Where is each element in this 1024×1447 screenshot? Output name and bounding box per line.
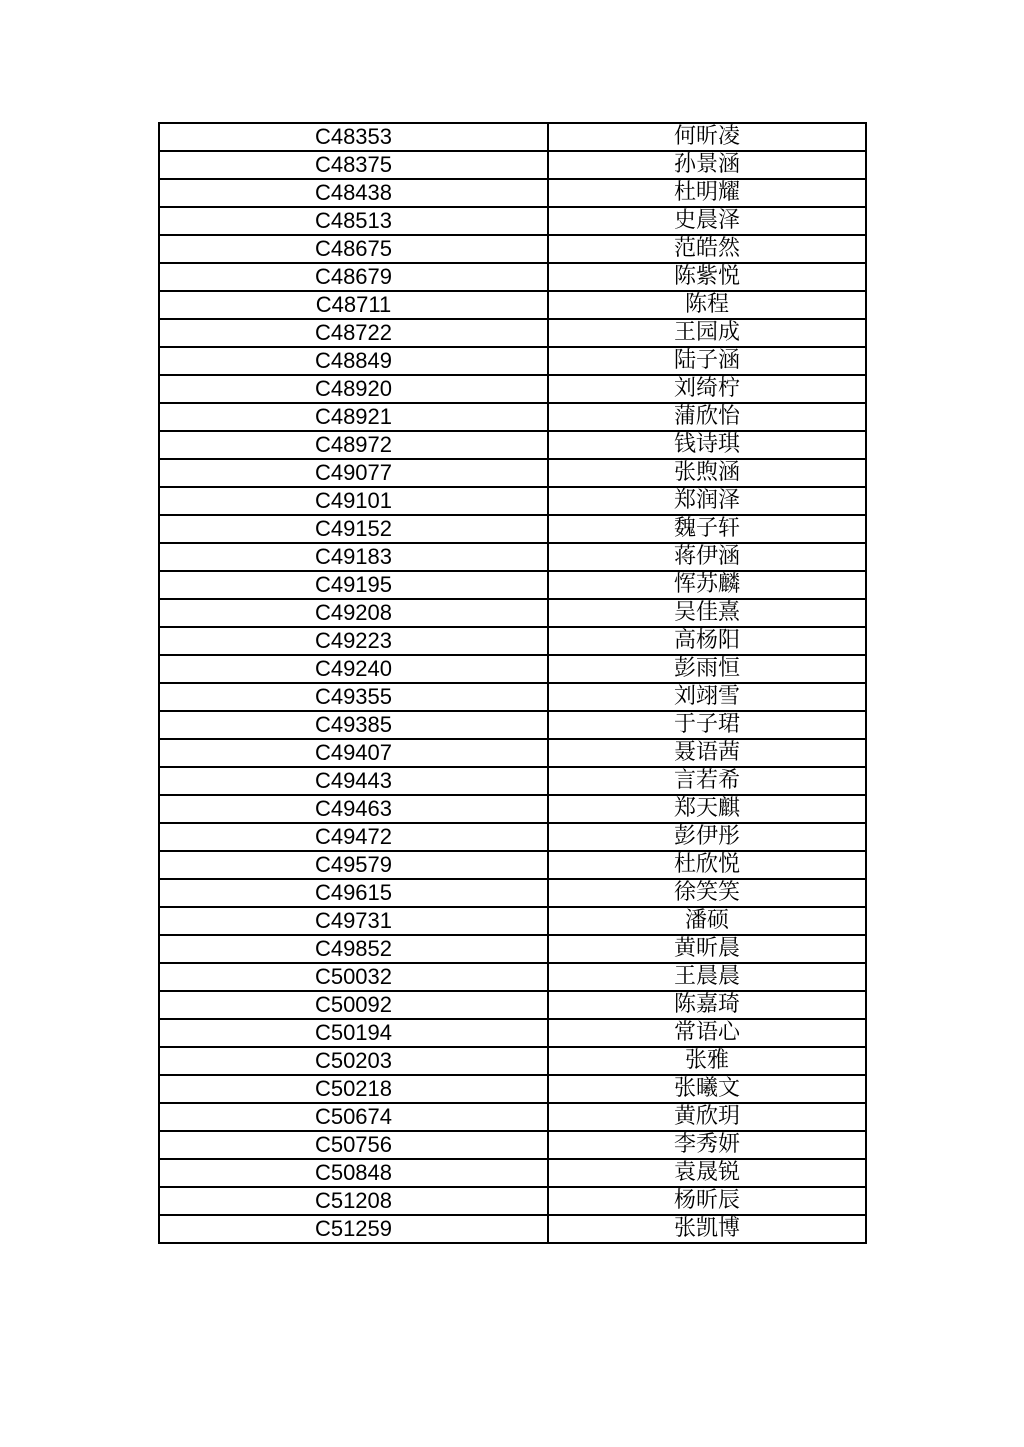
roster-body: [159, 123, 866, 1243]
table-row: [159, 151, 866, 179]
roster-table: [158, 122, 867, 1244]
table-row: [159, 431, 866, 459]
table-row: [159, 515, 866, 543]
student-id-cell: C49463: [159, 795, 548, 823]
student-id-cell: C48353: [159, 123, 548, 151]
student-id-cell: C48849: [159, 347, 548, 375]
student-id-cell: C50218: [159, 1075, 548, 1103]
student-name-cell: 徐笑笑: [548, 879, 866, 907]
student-id-cell: C49183: [159, 543, 548, 571]
table-row: [159, 683, 866, 711]
student-id-cell: C49223: [159, 627, 548, 655]
student-name-cell: 于子珺: [548, 711, 866, 739]
student-name-cell: 钱诗琪: [548, 431, 866, 459]
table-row: [159, 403, 866, 431]
student-id-cell: C50092: [159, 991, 548, 1019]
student-id-cell: C49852: [159, 935, 548, 963]
table-row: [159, 319, 866, 347]
table-row: [159, 459, 866, 487]
student-id-cell: C49407: [159, 739, 548, 767]
table-row: [159, 207, 866, 235]
student-name-cell: 张曦文: [548, 1075, 866, 1103]
student-id-cell: C51259: [159, 1215, 548, 1243]
student-id-cell: C50848: [159, 1159, 548, 1187]
student-name-cell: 常语心: [548, 1019, 866, 1047]
student-id-cell: C49472: [159, 823, 548, 851]
table-row: [159, 1103, 866, 1131]
table-row: [159, 907, 866, 935]
student-name-cell: 黄昕晨: [548, 935, 866, 963]
table-row: [159, 1075, 866, 1103]
student-id-cell: C49208: [159, 599, 548, 627]
student-name-cell: 言若希: [548, 767, 866, 795]
student-name-cell: 吴佳熹: [548, 599, 866, 627]
student-name-cell: 张凯博: [548, 1215, 866, 1243]
student-name-cell: 陆子涵: [548, 347, 866, 375]
student-name-cell: 彭伊彤: [548, 823, 866, 851]
student-name-cell: 何昕凌: [548, 123, 866, 151]
table-row: [159, 879, 866, 907]
table-row: [159, 123, 866, 151]
student-name-cell: 郑润泽: [548, 487, 866, 515]
student-name-cell: 刘绮柠: [548, 375, 866, 403]
table-row: [159, 1131, 866, 1159]
table-row: [159, 963, 866, 991]
table-row: [159, 543, 866, 571]
student-id-cell: C50674: [159, 1103, 548, 1131]
student-id-cell: C49195: [159, 571, 548, 599]
student-name-cell: 王晨晨: [548, 963, 866, 991]
student-id-cell: C49240: [159, 655, 548, 683]
table-row: [159, 1159, 866, 1187]
table-row: [159, 1019, 866, 1047]
table-row: [159, 991, 866, 1019]
table-row: [159, 263, 866, 291]
student-name-cell: 杜欣悦: [548, 851, 866, 879]
student-name-cell: 魏子轩: [548, 515, 866, 543]
student-id-cell: C48722: [159, 319, 548, 347]
student-name-cell: 杜明耀: [548, 179, 866, 207]
student-id-cell: C49731: [159, 907, 548, 935]
student-id-cell: C48513: [159, 207, 548, 235]
student-name-cell: 张雅: [548, 1047, 866, 1075]
table-row: [159, 1187, 866, 1215]
student-name-cell: 张煦涵: [548, 459, 866, 487]
student-id-cell: C50194: [159, 1019, 548, 1047]
student-id-cell: C49443: [159, 767, 548, 795]
student-name-cell: 李秀妍: [548, 1131, 866, 1159]
student-name-cell: 刘翊雪: [548, 683, 866, 711]
student-name-cell: 郑天麒: [548, 795, 866, 823]
student-id-cell: C51208: [159, 1187, 548, 1215]
table-row: [159, 795, 866, 823]
student-id-cell: C49152: [159, 515, 548, 543]
table-row: [159, 375, 866, 403]
student-name-cell: 陈程: [548, 291, 866, 319]
student-id-cell: C48438: [159, 179, 548, 207]
table-row: [159, 627, 866, 655]
student-id-cell: C49077: [159, 459, 548, 487]
student-name-cell: 黄欣玥: [548, 1103, 866, 1131]
student-name-cell: 聂语茜: [548, 739, 866, 767]
table-row: [159, 179, 866, 207]
student-name-cell: 陈紫悦: [548, 263, 866, 291]
student-id-cell: C50203: [159, 1047, 548, 1075]
table-row: [159, 599, 866, 627]
student-name-cell: 高杨阳: [548, 627, 866, 655]
student-name-cell: 王园成: [548, 319, 866, 347]
student-id-cell: C49385: [159, 711, 548, 739]
table-row: [159, 767, 866, 795]
student-id-cell: C48921: [159, 403, 548, 431]
student-name-cell: 孙景涵: [548, 151, 866, 179]
student-name-cell: 彭雨恒: [548, 655, 866, 683]
table-row: [159, 1047, 866, 1075]
student-name-cell: 陈嘉琦: [548, 991, 866, 1019]
table-row: [159, 235, 866, 263]
student-id-cell: C49579: [159, 851, 548, 879]
student-id-cell: C48972: [159, 431, 548, 459]
student-name-cell: 史晨泽: [548, 207, 866, 235]
table-row: [159, 935, 866, 963]
student-name-cell: 袁晟锐: [548, 1159, 866, 1187]
table-row: [159, 291, 866, 319]
table-row: [159, 1215, 866, 1243]
student-id-cell: C48711: [159, 291, 548, 319]
student-name-cell: 蒋伊涵: [548, 543, 866, 571]
student-name-cell: 潘硕: [548, 907, 866, 935]
student-id-cell: C49355: [159, 683, 548, 711]
student-id-cell: C50756: [159, 1131, 548, 1159]
table-row: [159, 487, 866, 515]
student-id-cell: C49615: [159, 879, 548, 907]
student-id-cell: C48920: [159, 375, 548, 403]
student-name-cell: 杨昕辰: [548, 1187, 866, 1215]
student-id-cell: C48375: [159, 151, 548, 179]
table-row: [159, 571, 866, 599]
student-id-cell: C49101: [159, 487, 548, 515]
table-row: [159, 739, 866, 767]
table-row: [159, 347, 866, 375]
student-id-cell: C48675: [159, 235, 548, 263]
student-name-cell: 恽苏麟: [548, 571, 866, 599]
table-row: [159, 851, 866, 879]
student-name-cell: 蒲欣怡: [548, 403, 866, 431]
student-name-cell: 范皓然: [548, 235, 866, 263]
table-row: [159, 655, 866, 683]
student-id-cell: C48679: [159, 263, 548, 291]
table-row: [159, 823, 866, 851]
table-row: [159, 711, 866, 739]
student-id-cell: C50032: [159, 963, 548, 991]
